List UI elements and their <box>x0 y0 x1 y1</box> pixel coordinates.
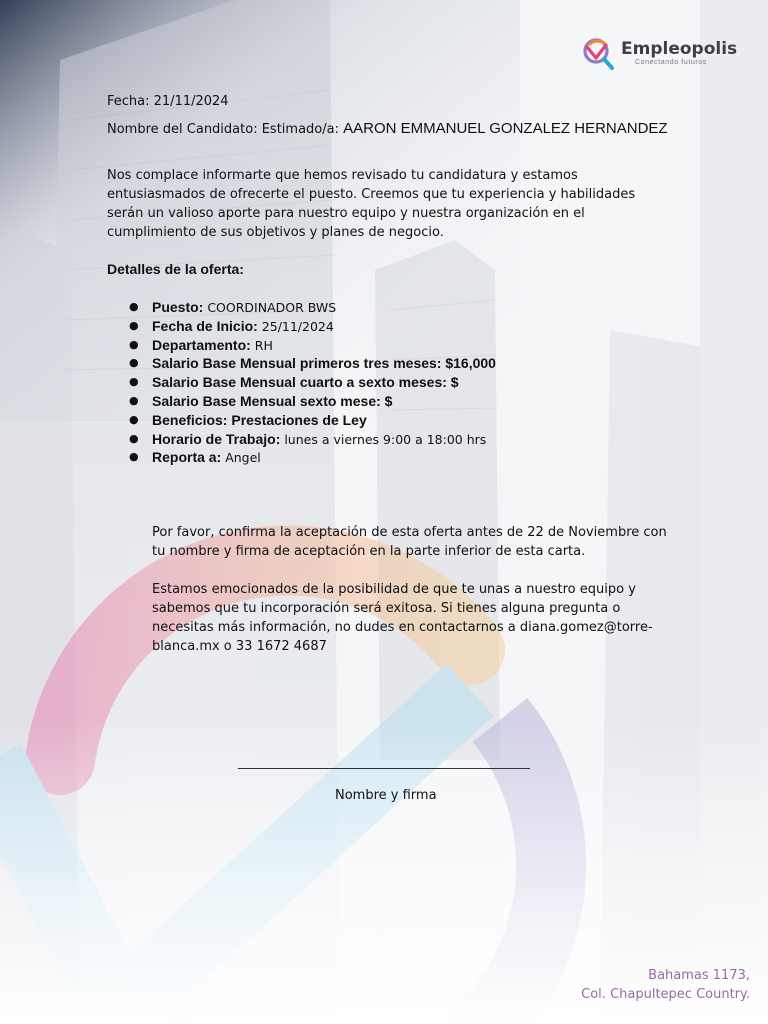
details-heading: Detalles de la oferta: <box>107 261 244 277</box>
bullet-icon: ● <box>129 412 139 426</box>
list-item <box>129 411 496 430</box>
address-line-1: Bahamas 1173, <box>648 968 750 983</box>
address-line-2: Col. Chapultepec Country. <box>581 987 750 1002</box>
bullet-icon: ● <box>129 393 139 407</box>
brand-tagline: Conectando futuros <box>635 59 707 66</box>
confirm-paragraph: Por favor, confirma la aceptación de esta oferta antes de 22 de Noviembre con tu nombre y firma de aceptación en la parte inferior de esta carta. <box>152 525 667 559</box>
list-item <box>129 336 496 355</box>
brand-logo <box>580 36 740 72</box>
detail-label: Salario Base Mensual sexto mese: $ <box>152 392 393 409</box>
detail-value: COORDINADOR BWS <box>203 300 337 315</box>
list-item <box>129 317 496 336</box>
list-item <box>129 354 496 373</box>
list-item <box>129 373 496 392</box>
detail-value: RH <box>250 337 273 353</box>
candidate-line <box>107 119 668 139</box>
candidate-label: Nombre del Candidato: Estimado/a: <box>107 122 339 137</box>
offer-details-list <box>129 298 496 467</box>
detail-label: Fecha de Inicio: <box>152 317 258 334</box>
detail-label: Departamento: <box>152 336 251 353</box>
date-label: Fecha: <box>107 94 150 109</box>
list-item <box>129 298 496 317</box>
intro-paragraph: Nos complace informarte que hemos revisado tu candidatura y estamos entusiasmados de ofrecerte el puesto. Creemos que tu experiencia y habilidades serán un valioso aporte para nuestro equipo y nuestra organización en el cumplimiento de sus objetivos y planes de negocio. <box>107 168 636 240</box>
closing-paragraph: Estamos emocionados de la posibilidad de que te unas a nuestro equipo y sabemos que tu incorporación será exitosa. Si tienes alguna pregunta o necesitas más información, no dudes en contactarnos a diana.gomez@torre-blanca.mx o 33 1672 4687 <box>152 582 653 654</box>
list-item <box>129 392 496 411</box>
candidate-name: AARON EMMANUEL GONZALEZ HERNANDEZ <box>343 120 668 137</box>
brand-name: Empleopolis <box>621 39 738 59</box>
detail-label: Salario Base Mensual primeros tres meses: $16,000 <box>152 355 496 372</box>
footer-address <box>581 966 750 1004</box>
signature-line <box>238 768 530 769</box>
date-value: 21/11/2024 <box>153 94 229 109</box>
list-item <box>129 448 496 467</box>
date-line <box>107 92 229 111</box>
detail-value: lunes a viernes 9:00 a 18:00 hrs <box>280 431 487 447</box>
bullet-icon: ● <box>129 300 139 313</box>
detail-label: Salario Base Mensual cuarto a sexto meses: $ <box>152 374 459 391</box>
detail-label: Reporta a: <box>152 449 222 466</box>
detail-label: Beneficios: Prestaciones de Ley <box>152 411 367 428</box>
empleopolis-logo-icon <box>580 36 618 72</box>
bullet-icon: ● <box>129 337 139 351</box>
bullet-icon: ● <box>129 356 139 370</box>
bullet-icon: ● <box>129 450 139 464</box>
detail-label: Horario de Trabajo: <box>152 430 281 447</box>
bullet-icon: ● <box>129 375 139 389</box>
bullet-icon: ● <box>129 431 139 445</box>
bullet-icon: ● <box>129 318 139 332</box>
detail-value: 25/11/2024 <box>257 318 334 334</box>
signature-label: Nombre y firma <box>335 788 437 803</box>
detail-label: Puesto: <box>152 299 204 315</box>
detail-value: Angel <box>221 450 261 466</box>
list-item <box>129 430 496 449</box>
